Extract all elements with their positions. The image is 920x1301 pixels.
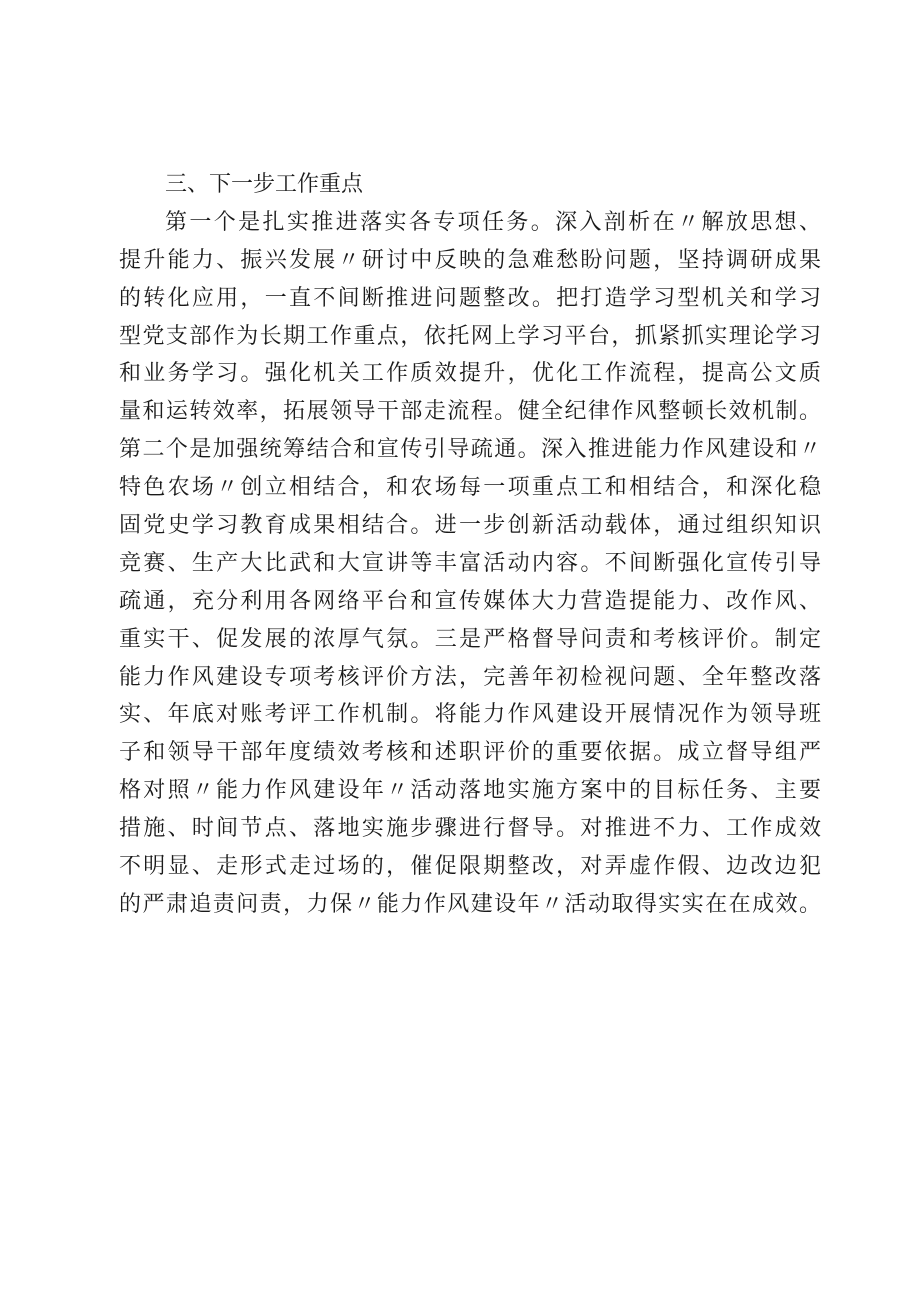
paragraph-line: 固党史学习教育成果相结合。进一步创新活动载体，通过组织知识 bbox=[119, 513, 821, 539]
paragraph-line: 的严肃追责问责，力保〃能力作风建设年〃活动取得实实在在成效。 bbox=[119, 891, 821, 917]
section-heading: 三、下一步工作重点 bbox=[165, 172, 364, 197]
paragraph-line: 不明显、走形式走过场的，催促限期整改，对弄虚作假、边改边犯 bbox=[119, 854, 821, 880]
paragraph-line: 能力作风建设专项考核评价方法，完善年初检视问题、全年整改落 bbox=[119, 664, 821, 690]
paragraph-line: 重实干、促发展的浓厚气氛。三是严格督导问责和考核评价。制定 bbox=[119, 626, 821, 652]
paragraph-line: 竞赛、生产大比武和大宣讲等丰富活动内容。不间断强化宣传引导 bbox=[119, 550, 821, 576]
paragraph-line: 疏通，充分利用各网络平台和宣传媒体大力营造提能力、改作风、 bbox=[119, 588, 821, 614]
paragraph-line: 措施、时间节点、落地实施步骤进行督导。对推进不力、工作成效 bbox=[119, 816, 821, 842]
paragraph-line: 提升能力、振兴发展〃研讨中反映的急难愁盼问题，坚持调研成果 bbox=[119, 247, 821, 273]
paragraph-line: 量和运转效率，拓展领导干部走流程。健全纪律作风整顿长效机制。 bbox=[119, 399, 821, 425]
paragraph-line: 和业务学习。强化机关工作质效提升，优化工作流程，提高公文质 bbox=[119, 361, 821, 387]
paragraph-line: 子和领导干部年度绩效考核和述职评价的重要依据。成立督导组严 bbox=[119, 740, 821, 766]
document-body bbox=[119, 166, 821, 924]
paragraph-line: 第一个是扎实推进落实各专项任务。深入剖析在〃解放思想、 bbox=[165, 209, 821, 235]
paragraph-line: 实、年底对账考评工作机制。将能力作风建设开展情况作为领导班 bbox=[119, 702, 821, 728]
paragraph-line: 特色农场〃创立相结合，和农场每一项重点工和相结合，和深化稳 bbox=[119, 475, 821, 501]
paragraph-line: 第二个是加强统筹结合和宣传引导疏通。深入推进能力作风建设和〃 bbox=[119, 437, 821, 463]
paragraph-line: 型党支部作为长期工作重点，依托网上学习平台，抓紧抓实理论学习 bbox=[119, 323, 821, 349]
paragraph-line: 的转化应用，一直不间断推进问题整改。把打造学习型机关和学习 bbox=[119, 285, 821, 311]
paragraph-line: 格对照〃能力作风建设年〃活动落地实施方案中的目标任务、主要 bbox=[119, 778, 821, 804]
